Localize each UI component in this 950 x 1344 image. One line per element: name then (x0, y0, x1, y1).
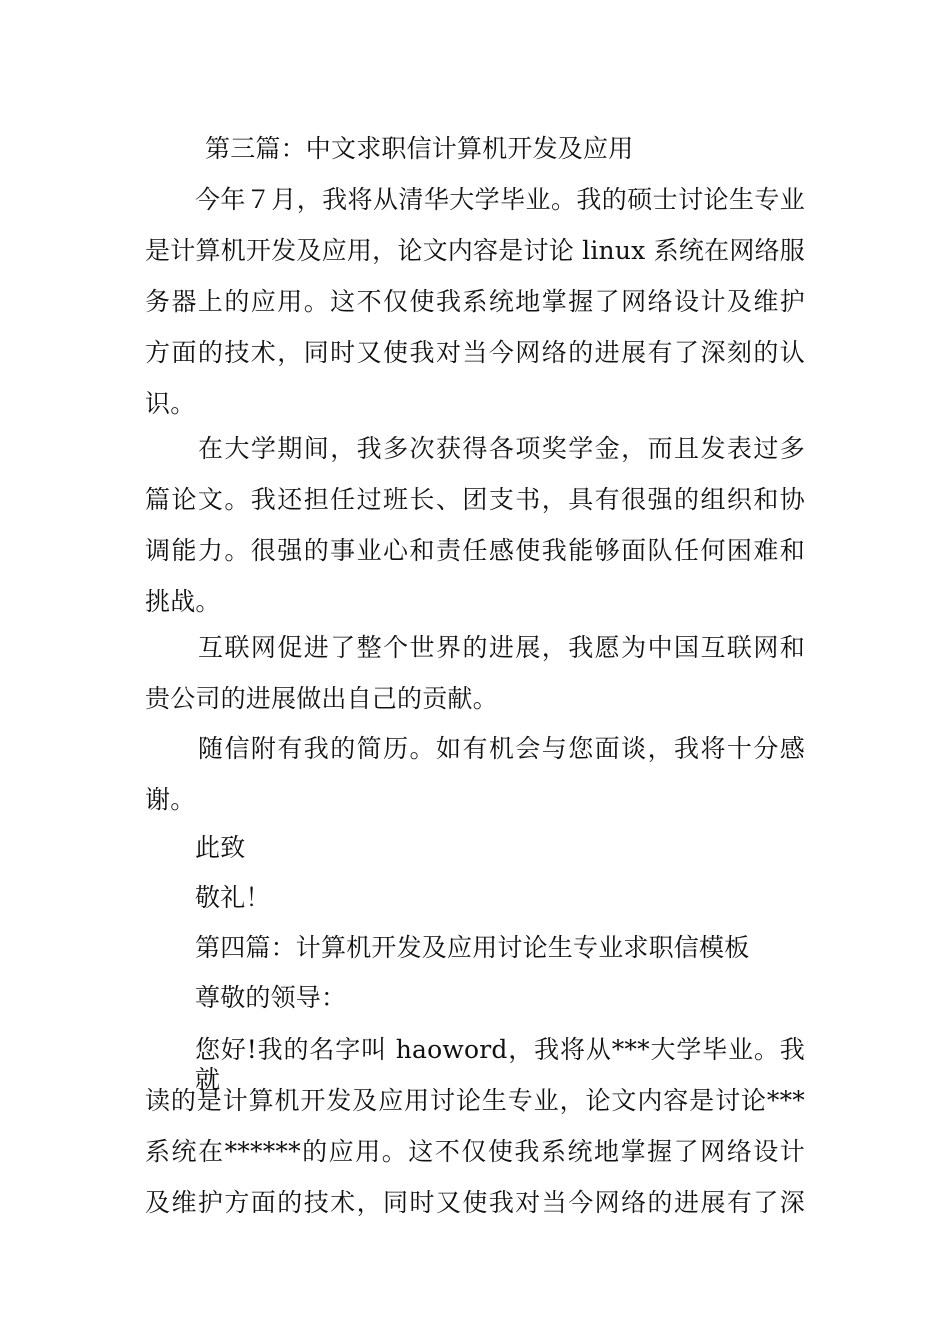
paragraph-line: 篇论文。我还担任过班长、团支书，具有很强的组织和协 (145, 485, 805, 514)
paragraph-line: 是计算机开发及应用，论文内容是讨论 linux 系统在网络服 (145, 236, 805, 265)
paragraph-line: 贵公司的进展做出自己的贡献。 (145, 684, 498, 713)
paragraph-line: 系统在******的应用。这不仅使我系统地掌握了网络设计 (145, 1137, 805, 1166)
paragraph-line: 识。 (145, 389, 196, 418)
paragraph-line: 今年７月，我将从清华大学毕业。我的硕士讨论生专业 (195, 185, 805, 214)
section-heading: 第三篇：中文求职信计算机开发及应用 (205, 134, 634, 163)
paragraph-line: 方面的技术，同时又使我对当今网络的进展有了深刻的认 (145, 338, 805, 367)
salutation: 尊敬的领导： (195, 983, 347, 1012)
closing-line: 此致 (195, 833, 246, 862)
paragraph-line: 挑战。 (145, 587, 221, 616)
paragraph-line: 随信附有我的简历。如有机会与您面谈，我将十分感 (198, 734, 805, 763)
closing-line: 敬礼！ (195, 883, 271, 912)
paragraph-line: 在大学期间，我多次获得各项奖学金，而且发表过多 (198, 434, 805, 463)
paragraph-line: 及维护方面的技术，同时又使我对当今网络的进展有了深 (145, 1188, 805, 1217)
paragraph-line: 您好!我的名字叫 haoword，我将从***大学毕业。我就 (195, 1035, 805, 1094)
paragraph-line: 读的是计算机开发及应用讨论生专业，论文内容是讨论*** (145, 1086, 805, 1115)
paragraph-line: 调能力。很强的事业心和责任感使我能够面队任何困难和 (145, 536, 805, 565)
paragraph-line: 务器上的应用。这不仅使我系统地掌握了网络设计及维护 (145, 287, 805, 316)
section-heading: 第四篇：计算机开发及应用讨论生专业求职信模板 (195, 933, 750, 962)
paragraph-line: 互联网促进了整个世界的进展，我愿为中国互联网和 (198, 633, 805, 662)
paragraph-line: 谢。 (145, 785, 196, 814)
